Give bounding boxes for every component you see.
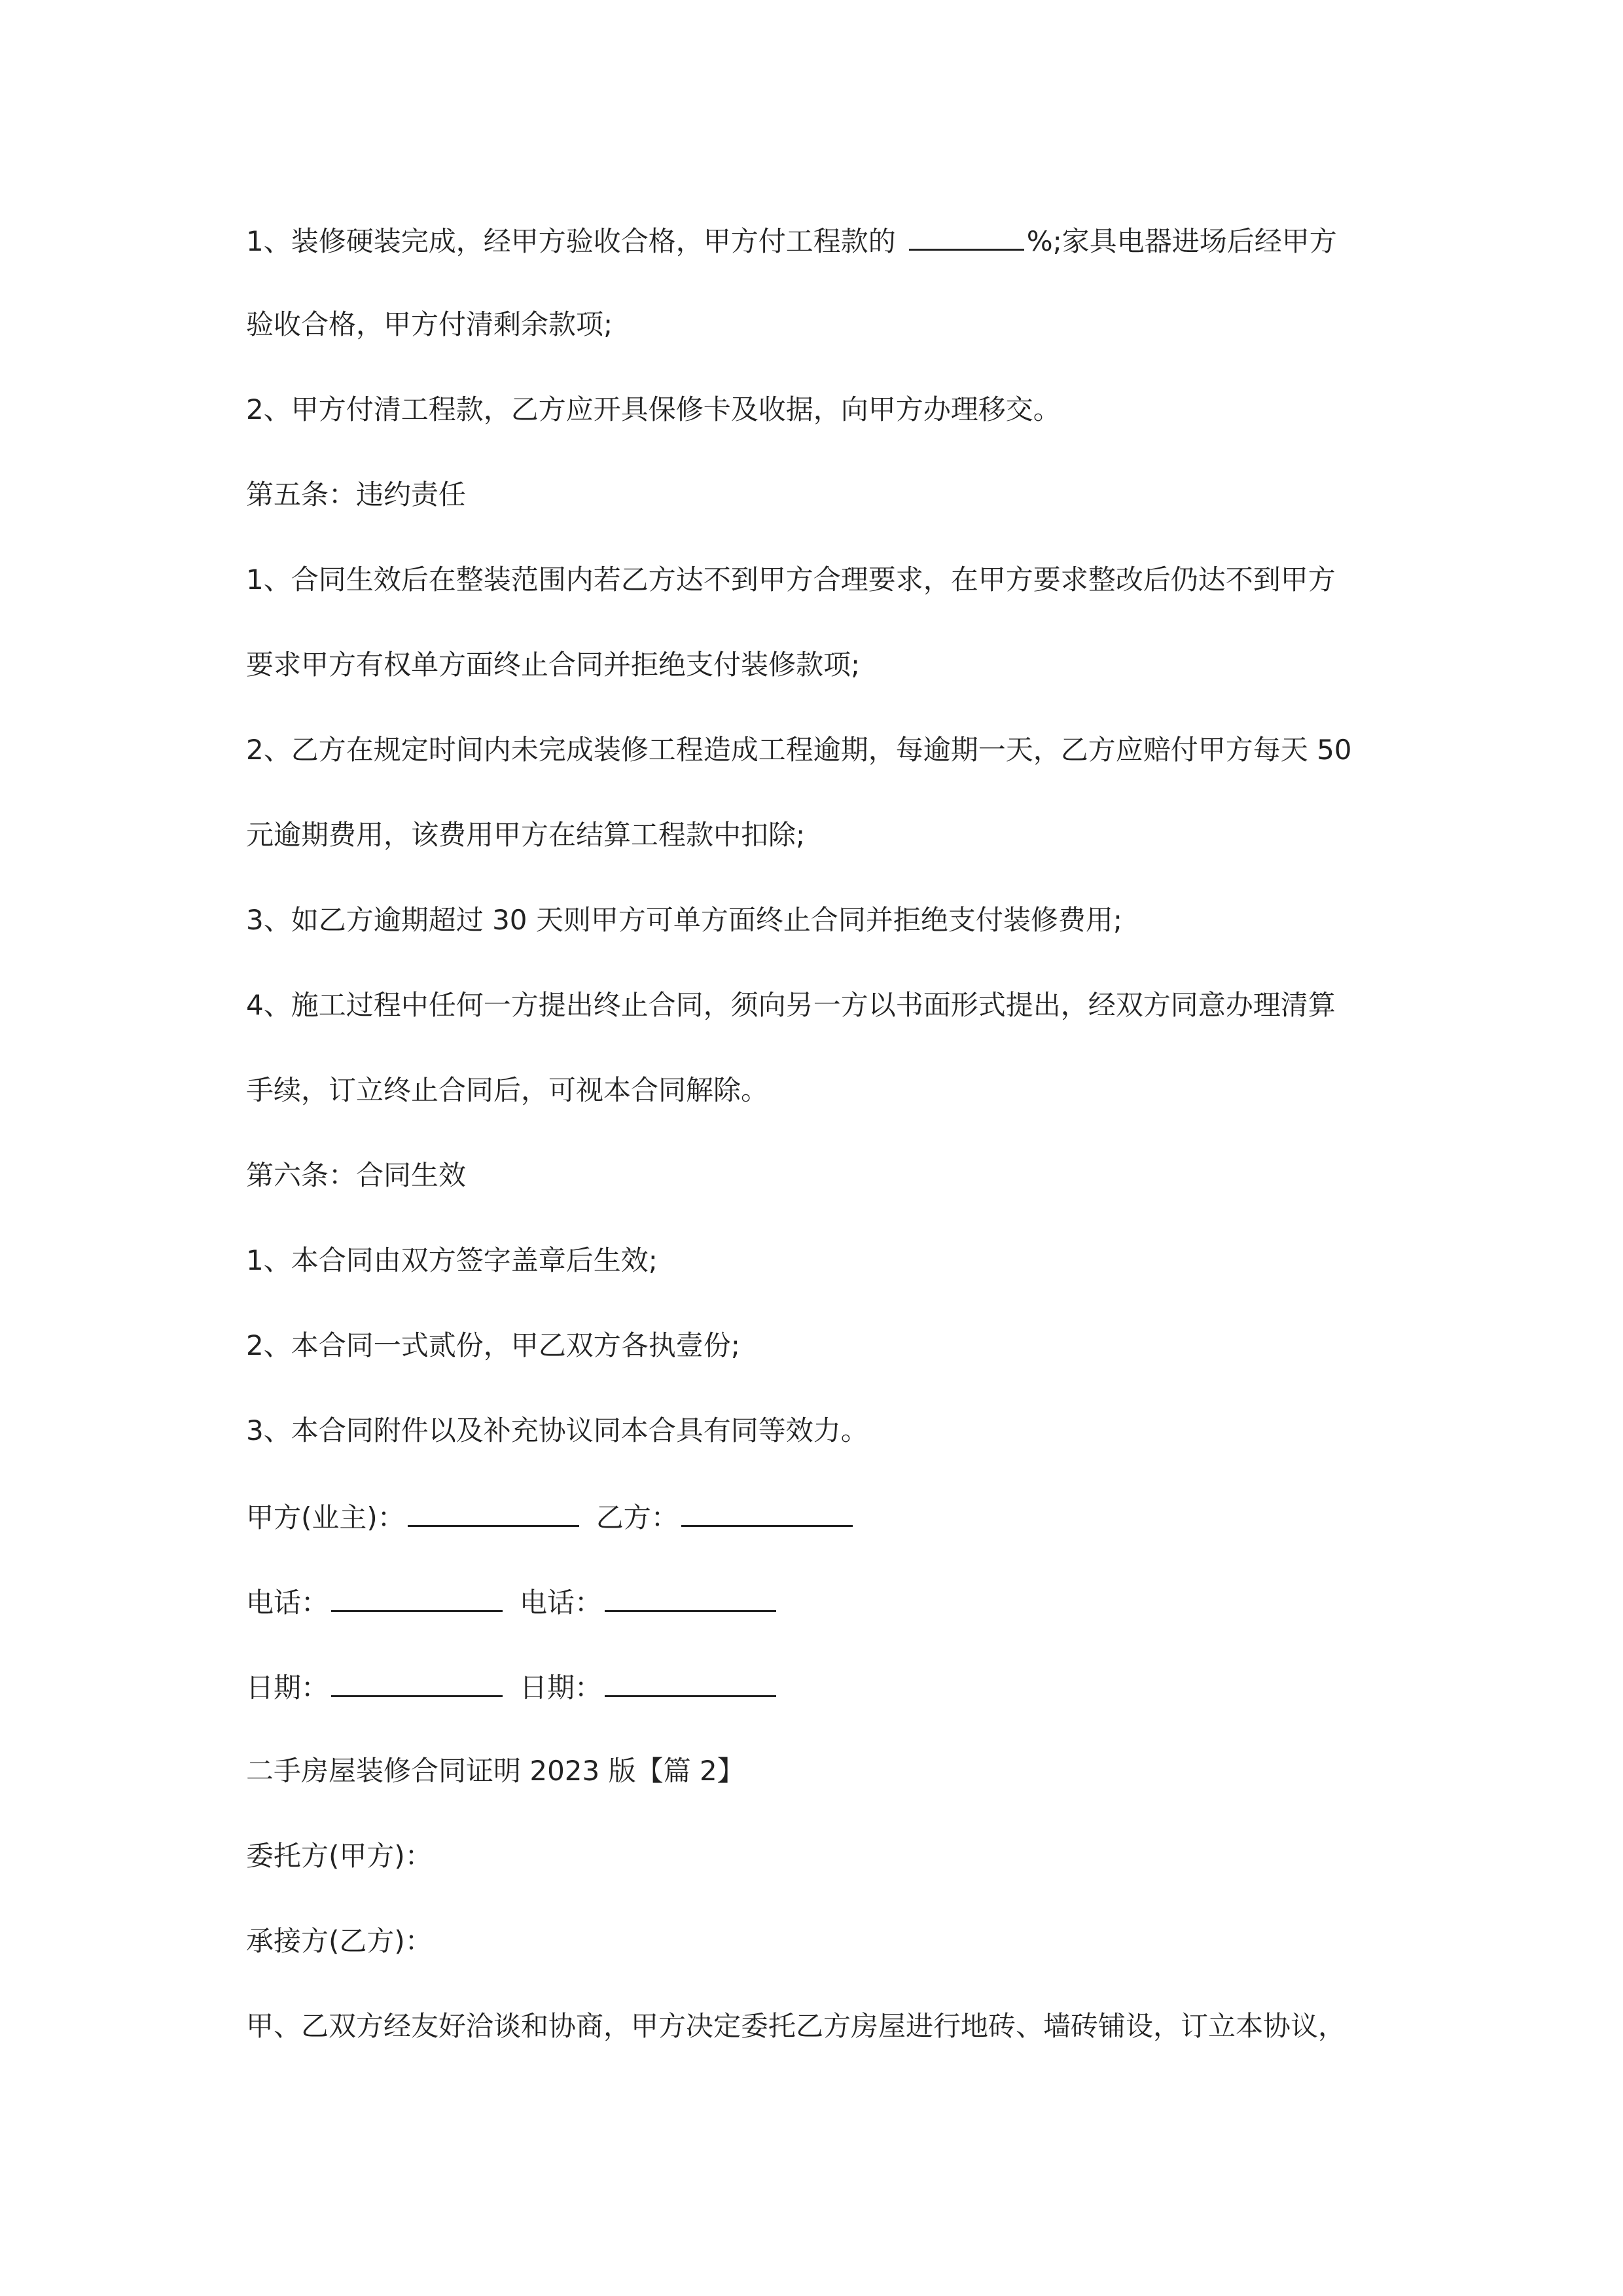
phone-b-label: 电话： [520,1587,603,1619]
breach-clause-4-cont: 手续，订立终止合同后，可视本合同解除。 [246,1074,769,1106]
payment-clause-1 [246,220,1385,261]
effect-clause-2: 2、本合同一式贰份，甲乙双方各执壹份; [246,1329,740,1361]
section-heading-breach: 第五条：违约责任 [246,478,467,511]
breach-clause-4: 4、施工过程中任何一方提出终止合同，须向另一方以书面形式提出，经双方同意办理清算 [246,989,1336,1021]
party-a-label: 甲方(业主)： [246,1501,405,1534]
signature-row-phone [246,1581,1385,1623]
breach-clause-3: 3、如乙方逾期超过 30 天则甲方可单方面终止合同并拒绝支付装修费用; [246,904,1123,936]
effect-clause-1: 1、本合同由双方签字盖章后生效; [246,1244,658,1276]
breach-clause-2: 2、乙方在规定时间内未完成装修工程造成工程逾期，每逾期一天，乙方应赔付甲方每天 50 [246,734,1352,766]
party-b-blank[interactable] [681,1496,853,1527]
section-heading-effect: 第六条：合同生效 [246,1159,467,1191]
payment-clause-2: 2、甲方付清工程款，乙方应开具保修卡及收据，向甲方办理移交。 [246,393,1061,425]
payment-clause-1-cont: 验收合格，甲方付清剩余款项; [246,308,613,340]
second-contract-intro: 甲、乙双方经友好洽谈和协商，甲方决定委托乙方房屋进行地砖、墙砖铺设，订立本协议， [246,2010,1346,2042]
effect-clause-3: 3、本合同附件以及补充协议同本合具有同等效力。 [246,1414,868,1446]
phone-a-label: 电话： [246,1587,329,1619]
phone-a-blank[interactable] [331,1581,503,1612]
client-label: 委托方(甲方)： [246,1840,433,1872]
party-a-blank[interactable] [408,1496,579,1527]
payment-clause-1-text: 1、装修硬装完成，经甲方验收合格，甲方付工程款的 [246,225,896,257]
percentage-blank[interactable] [909,220,1024,251]
payment-clause-1-tail: %;家具电器进场后经甲方 [1026,225,1337,257]
party-b-label: 乙方： [596,1501,679,1534]
date-b-blank[interactable] [605,1666,776,1697]
breach-clause-1: 1、合同生效后在整装范围内若乙方达不到甲方合理要求，在甲方要求整改后仍达不到甲方 [246,564,1336,596]
breach-clause-2-cont: 元逾期费用，该费用甲方在结算工程款中扣除; [246,819,806,851]
date-b-label: 日期： [520,1672,603,1704]
breach-clause-1-cont: 要求甲方有权单方面终止合同并拒绝支付装修款项; [246,649,861,681]
signature-row-parties [246,1496,1385,1537]
signature-row-date [246,1666,1385,1708]
phone-b-blank[interactable] [605,1581,776,1612]
date-a-label: 日期： [246,1672,329,1704]
second-contract-heading: 二手房屋装修合同证明 2023 版【篇 2】 [246,1755,745,1787]
contractor-label: 承接方(乙方)： [246,1925,433,1957]
date-a-blank[interactable] [331,1666,503,1697]
